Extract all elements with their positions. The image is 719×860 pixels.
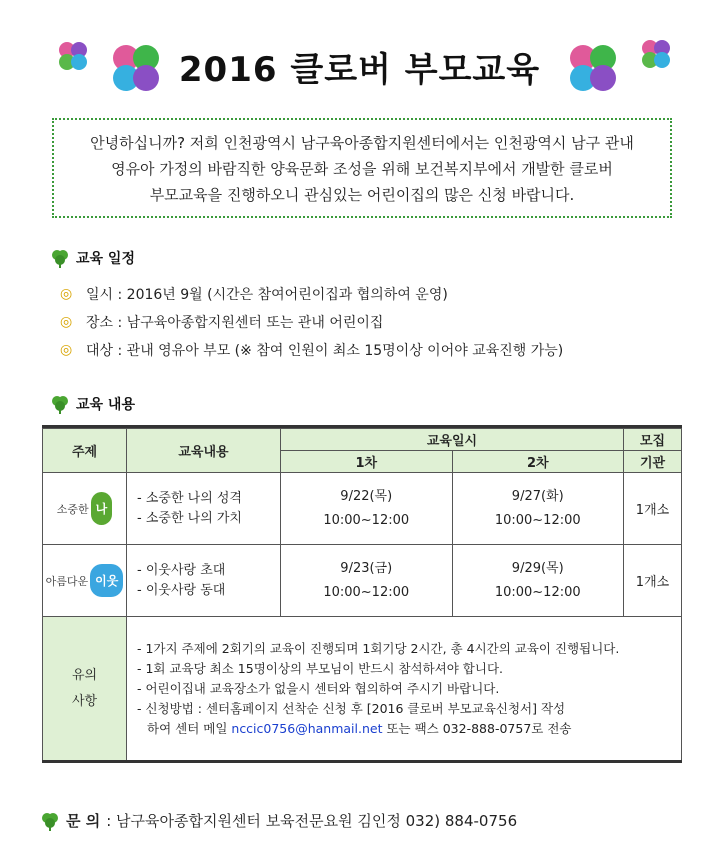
- first-session: [281, 473, 453, 545]
- content-item: - 이웃사랑 동대: [137, 582, 226, 598]
- header-org-2: 기관: [624, 451, 682, 473]
- table-row: [43, 473, 682, 545]
- list-item: [60, 336, 700, 364]
- table-row-notes: [43, 617, 682, 761]
- date-text: 9/27(화): [511, 488, 564, 504]
- intro-line: 안녕하십니까? 저희 인천광역시 남구육아종합지원센터에서는 인천광역시 남구 관내: [90, 134, 634, 152]
- schedule-item: 대상 : 관내 영유아 부모 (※ 참여 인원이 최소 15명이상 이어야 교육진행 가능): [86, 343, 564, 359]
- contact-line: [40, 810, 517, 831]
- email-link[interactable]: nccic0756@hanmail.net: [231, 720, 383, 736]
- intro-line: 부모교육을 진행하오니 관심있는 어린이집의 많은 신청 바랍니다.: [149, 186, 575, 204]
- intro-box: [52, 118, 672, 218]
- leaf-icon: [50, 394, 70, 414]
- time-text: 10:00~12:00: [323, 584, 410, 600]
- list-item: [60, 280, 700, 308]
- table-bottom-rule: [42, 760, 682, 763]
- content-item: - 소중한 나의 성격: [137, 490, 242, 506]
- date-text: 9/22(목): [340, 488, 393, 504]
- first-session: [281, 545, 453, 617]
- contact-label: 문 의: [66, 812, 101, 830]
- intro-line: 영유아 가정의 바람직한 양육문화 조성을 위해 보건복지부에서 개발한 클로버: [111, 160, 613, 178]
- content-cell: [127, 545, 281, 617]
- header-schedule: 교육일시: [281, 429, 624, 451]
- badge-text: 소중한: [56, 502, 89, 516]
- note-item: - 1회 교육당 최소 15명이상의 부모님이 반드시 참석하셔야 합니다.: [137, 660, 504, 676]
- content-heading: [50, 394, 135, 414]
- content-item: - 소중한 나의 가치: [137, 510, 242, 526]
- note-item-cont: [137, 719, 671, 739]
- note-item: - 어린이집내 교육장소가 없을시 센터와 협의하여 주시기 바랍니다.: [137, 680, 500, 696]
- badge-pill: 나: [91, 492, 113, 525]
- org-cell: 1개소: [624, 545, 682, 617]
- education-table: [42, 428, 682, 761]
- page-title: 2016 클로버 부모교육: [178, 50, 541, 90]
- notes-cell: [127, 617, 682, 761]
- header-org-1: 모집: [624, 429, 682, 451]
- date-text: 9/23(금): [340, 560, 393, 576]
- header-topic: 주제: [43, 429, 127, 473]
- topic-badge: [43, 473, 127, 545]
- topic-badge: [43, 545, 127, 617]
- schedule-item: 일시 : 2016년 9월 (시간은 참여어린이집과 협의하여 운영): [86, 287, 448, 303]
- note-text: 또는 팩스 032-888-0757로 전송: [386, 720, 572, 736]
- time-text: 10:00~12:00: [494, 512, 581, 528]
- leaf-icon: [40, 811, 60, 831]
- note-text: 하여 센터 메일: [147, 720, 228, 736]
- badge-text: 아름다운: [45, 574, 89, 588]
- notes-header-line: 유의: [71, 667, 98, 683]
- time-text: 10:00~12:00: [494, 584, 581, 600]
- content-item: - 이웃사랑 초대: [137, 562, 226, 578]
- badge-pill: 이웃: [90, 564, 123, 597]
- header-content: 교육내용: [127, 429, 281, 473]
- clover-icon: [565, 40, 621, 96]
- list-item: [60, 308, 700, 336]
- content-cell: [127, 473, 281, 545]
- notes-header-line: 사항: [71, 693, 98, 709]
- header: [0, 28, 719, 98]
- second-session: [452, 473, 624, 545]
- note-item: - 1가지 주제에 2회기의 교육이 진행되며 1회기당 2시간, 총 4시간의 교육이 진행됩니다.: [137, 640, 620, 656]
- schedule-heading: [50, 248, 135, 268]
- header-first: 1차: [281, 451, 453, 473]
- schedule-item: 장소 : 남구육아종합지원센터 또는 관내 어린이집: [86, 315, 384, 331]
- header-second: 2차: [452, 451, 624, 473]
- second-session: [452, 545, 624, 617]
- note-item: - 신청방법 : 센터홈페이지 선착순 신청 후 [2016 클로버 부모교육신청서] 작성: [137, 700, 566, 716]
- table-row: [43, 545, 682, 617]
- bullet-icon: ◎: [60, 342, 73, 358]
- leaf-icon: [50, 248, 70, 268]
- time-text: 10:00~12:00: [323, 512, 410, 528]
- schedule-heading-label: 교육 일정: [76, 251, 135, 267]
- notes-header: [43, 617, 127, 761]
- content-heading-label: 교육 내용: [76, 397, 135, 413]
- contact-text: : 남구육아종합지원센터 보육전문요원 김인정 032) 884-0756: [106, 812, 518, 830]
- schedule-list: [60, 280, 700, 364]
- org-cell: 1개소: [624, 473, 682, 545]
- bullet-icon: ◎: [60, 314, 73, 330]
- date-text: 9/29(목): [511, 560, 564, 576]
- clover-icon: [638, 36, 674, 72]
- bullet-icon: ◎: [60, 286, 73, 302]
